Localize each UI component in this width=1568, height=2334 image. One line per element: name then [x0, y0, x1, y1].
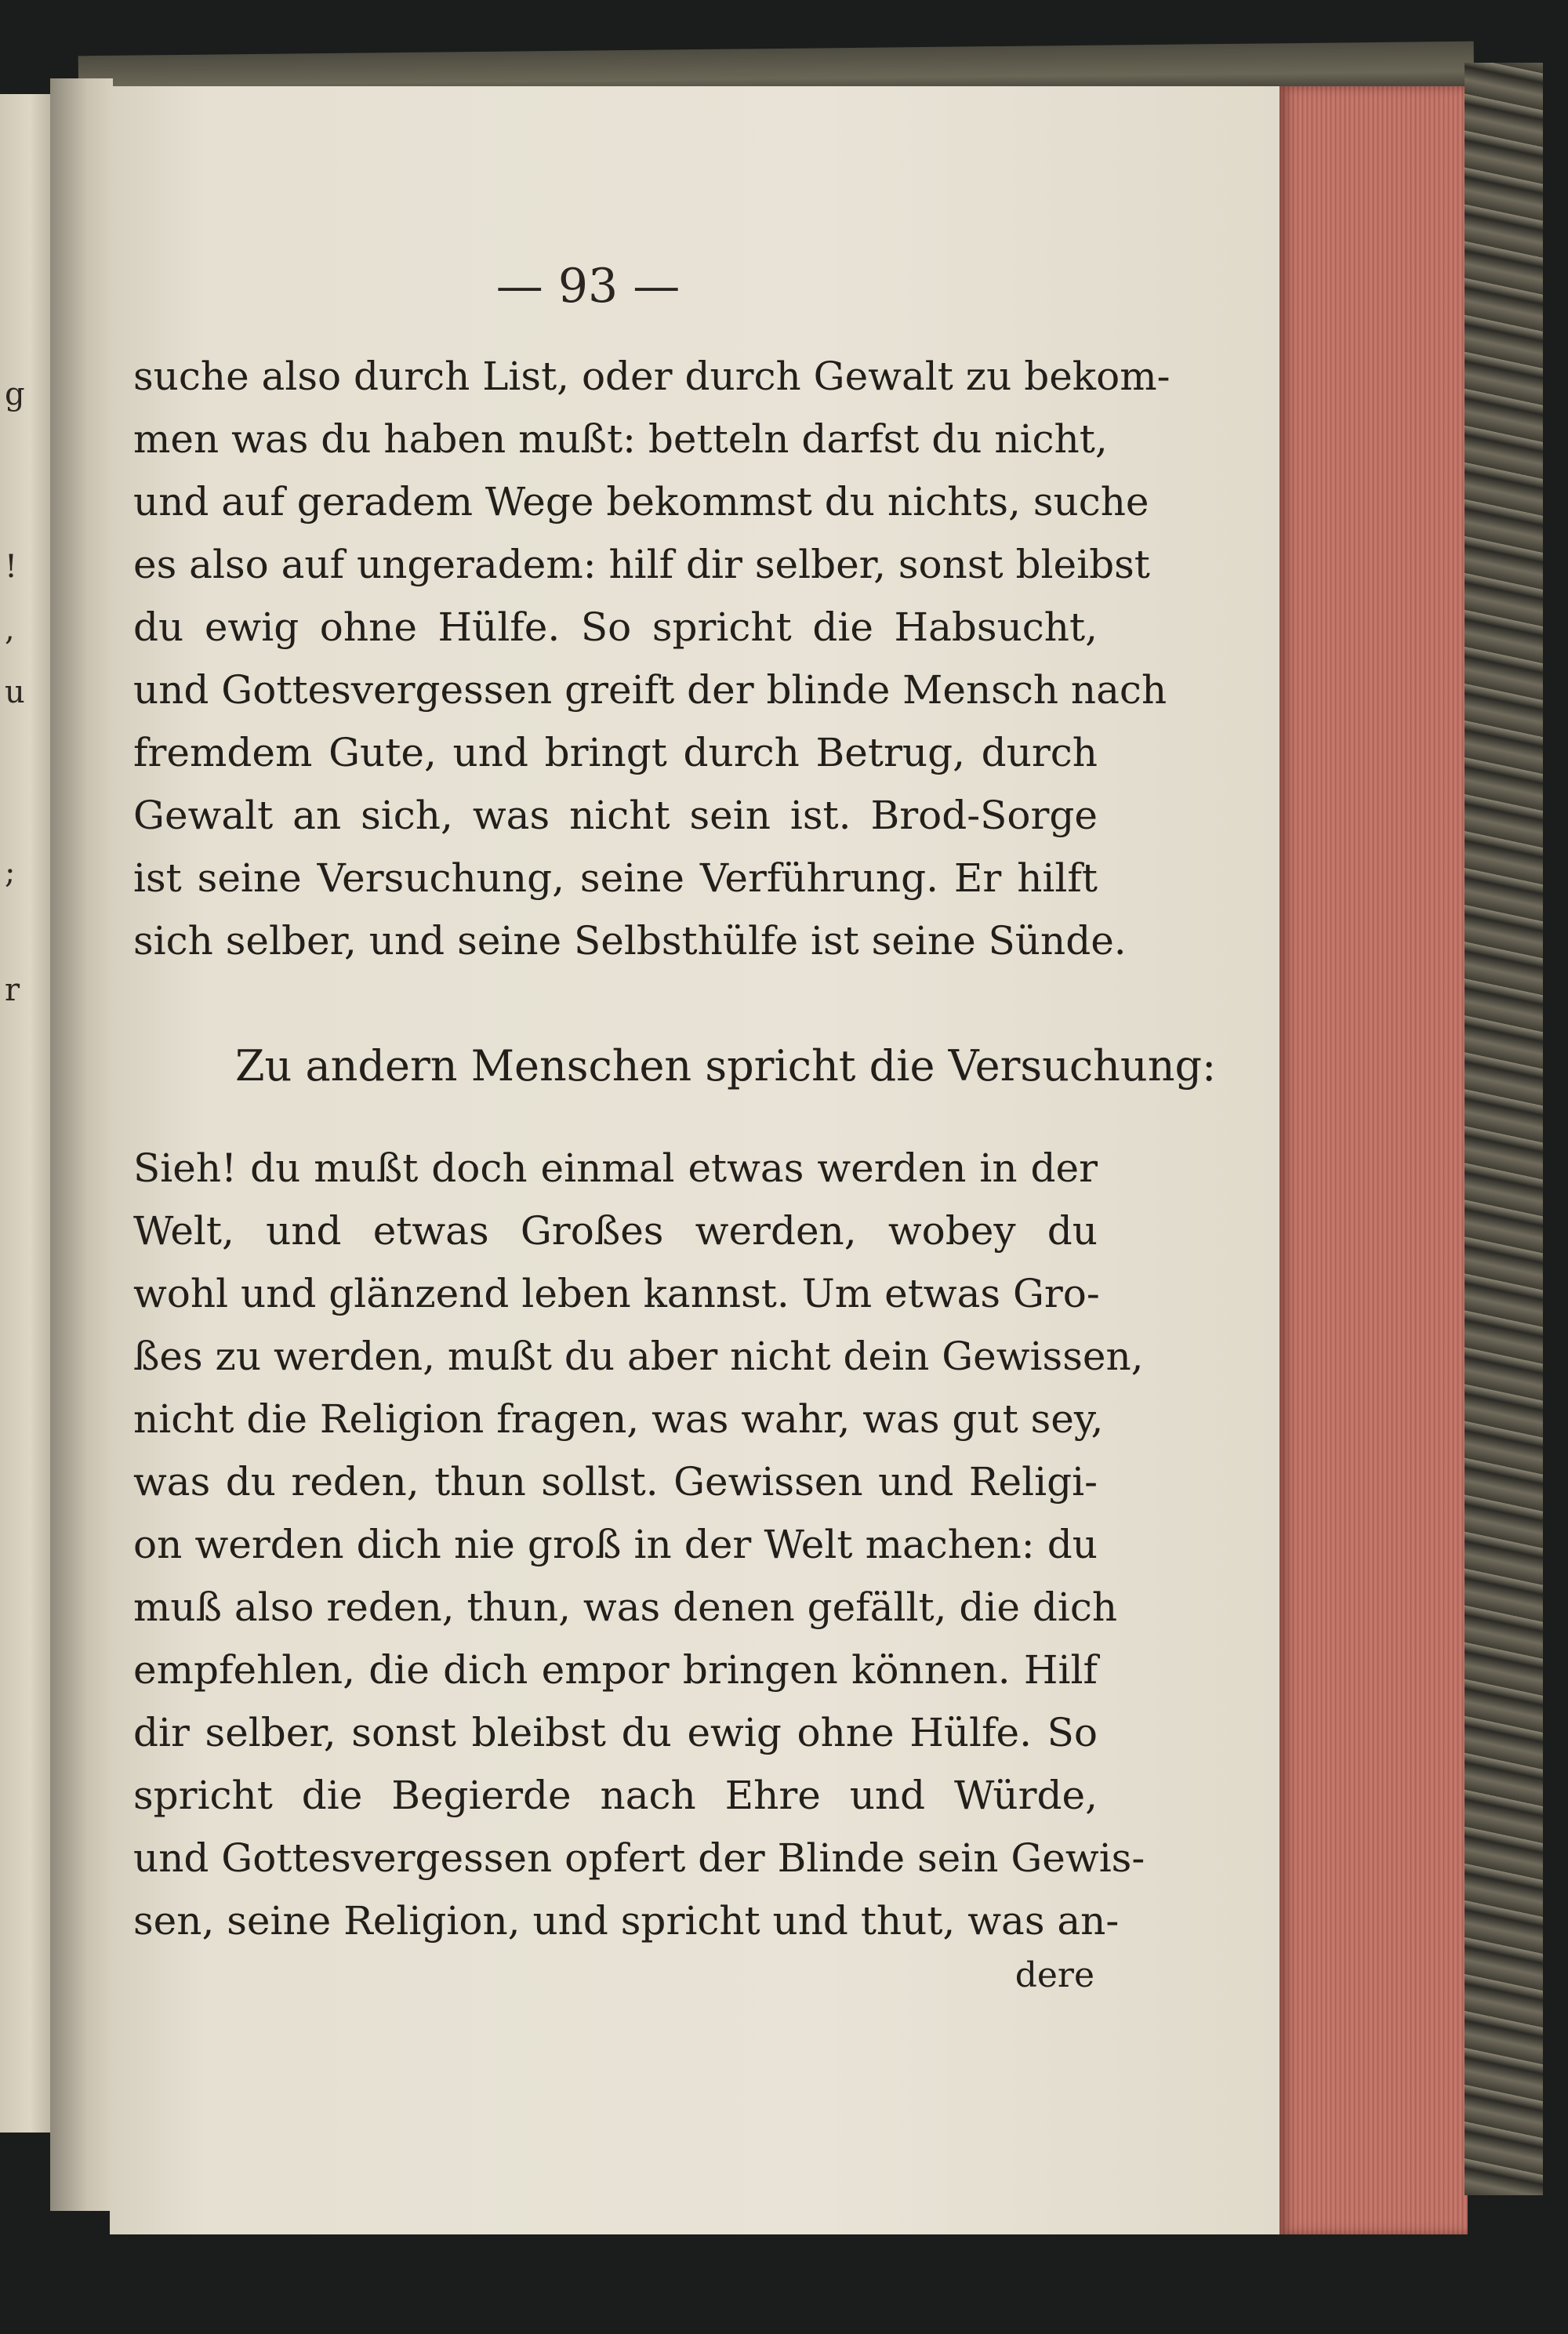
text-line: suche also durch List, oder durch Gewalt zu bekom- [133, 354, 1171, 399]
text-line: du ewig ohne Hülfe. So spricht die Habsucht, [133, 604, 1098, 650]
text-line: sich selber, und seine Selbsthülfe ist seine Sünde. [133, 918, 1127, 964]
text-line: sen, seine Religion, und spricht und thut, was an- [133, 1898, 1120, 1944]
page-number: — 93 — [495, 259, 681, 314]
text-line: empfehlen, die dich empor bringen können. Hilf [133, 1647, 1098, 1693]
text-line: Welt, und etwas Großes werden, wobey du [133, 1208, 1098, 1254]
section-heading: Zu andern Menschen spricht die Versuchung: [235, 1041, 1217, 1091]
previous-page-mark: u [5, 674, 25, 710]
text-line: und Gottesvergessen opfert der Blinde sein Gewis- [133, 1835, 1145, 1881]
text-line: nicht die Religion fragen, was wahr, was gut sey, [133, 1396, 1104, 1442]
previous-page-mark: g [5, 376, 25, 412]
text-line: on werden dich nie groß in der Welt machen: du [133, 1522, 1098, 1567]
paragraph-1 [133, 345, 1171, 972]
previous-page-mark: , [5, 612, 15, 648]
previous-page-mark: ; [5, 855, 16, 891]
text-line: es also auf ungeradem: hilf dir selber, sonst bleibst [133, 542, 1150, 587]
text-line: spricht die Begierde nach Ehre und Würde, [133, 1773, 1098, 1818]
paragraph-2 [133, 1137, 1145, 1952]
previous-page-mark: r [5, 972, 20, 1008]
text-line: Gewalt an sich, was nicht sein ist. Brod-Sorge [133, 793, 1098, 838]
previous-page-edge [0, 94, 50, 2133]
text-line: muß also reden, thun, was denen gefällt, die dich [133, 1584, 1118, 1630]
text-line: ist seine Versuchung, seine Verführung. Er hilft [133, 855, 1098, 901]
text-line: und Gottesvergessen greift der blinde Mensch nach [133, 667, 1167, 713]
text-line: und auf geradem Wege bekommst du nichts, suche [133, 479, 1149, 525]
catchword: dere [1014, 1955, 1094, 1995]
text-line: ßes zu werden, mußt du aber nicht dein Gewissen, [133, 1334, 1144, 1379]
text-line: dir selber, sonst bleibst du ewig ohne Hülfe. So [133, 1710, 1098, 1755]
text-line: men was du haben mußt: betteln darfst du nicht, [133, 416, 1108, 462]
book-cover-marbled [1465, 63, 1543, 2195]
previous-page-mark: ! [5, 549, 18, 585]
text-line: wohl und glänzend leben kannst. Um etwas Gro- [133, 1271, 1100, 1316]
text-line: was du reden, thun sollst. Gewissen und Religi- [133, 1459, 1098, 1505]
text-line: Sieh! du mußt doch einmal etwas werden in der [133, 1145, 1098, 1191]
text-line: fremdem Gute, und bringt durch Betrug, durch [133, 730, 1098, 775]
page-fore-edge [1279, 86, 1468, 2234]
book-gutter [50, 78, 113, 2211]
